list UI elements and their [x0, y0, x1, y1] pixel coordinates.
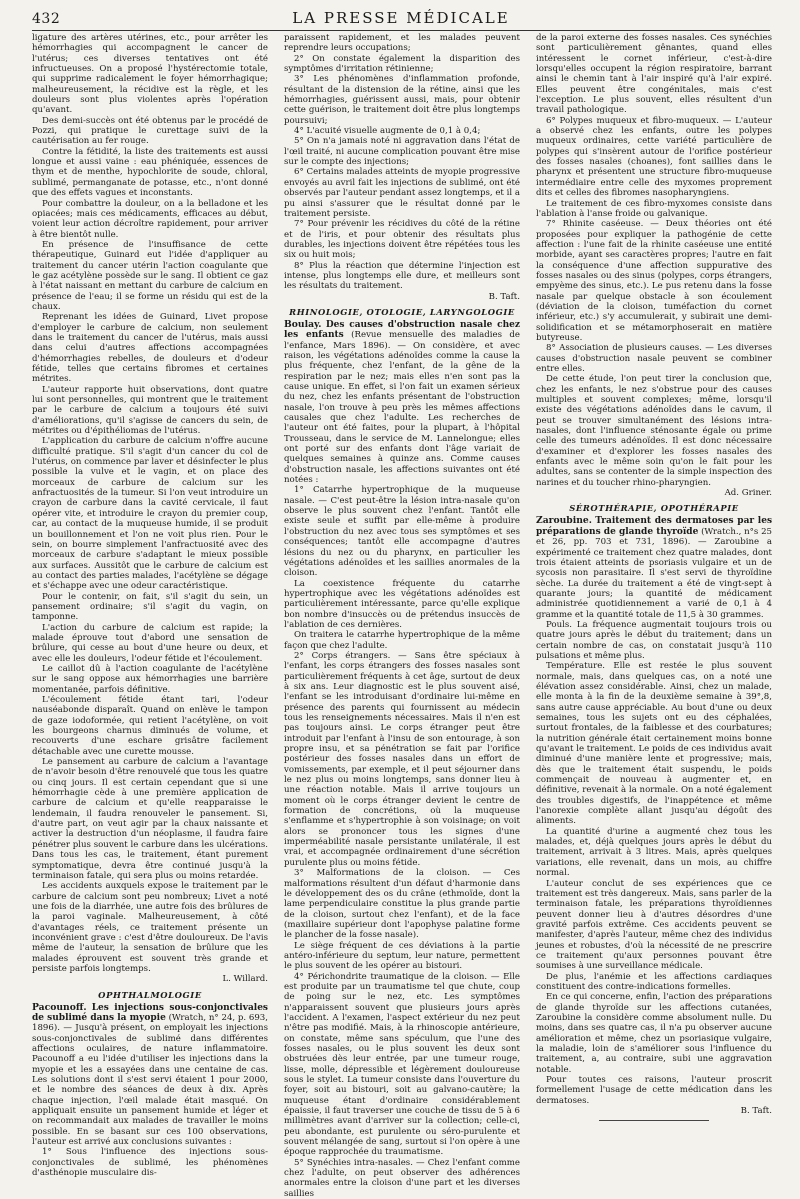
paragraph: 6° Polypes muqueux et fibro-muqueux. — L'auteur a observé chez les enfants, outre les polypes muqueux ordinaires, cette variété particulière de polypes qui s'insèrent autour de l'orifice postérieur des fosses nasales (choanes), font saillies dans le pharynx et présentent une structure fibro-muqueuse intermédiaire entre celle des myxomes proprement dits et celles des fibromes nasopharyngiens. — [536, 115, 772, 199]
paragraph: de la paroi externe des fosses nasales. Ces synéchies sont particulièrement gênantes, quand elles intéressent le cornet inférieur, c'est-à-dire lorsqu'elles occupent la région respiratoire, barrant ainsi le chemin tant à l'air inspiré qu'à l'air expiré. Elles peuvent être congénitales, mais c'est l'exception. Le plus souvent, elles résultent d'un travail pathologique. — [536, 33, 772, 116]
paragraph: Le traitement de ces fibro-myxomes consiste dans l'ablation à l'anse froide ou galvanique. — [536, 198, 772, 219]
paragraph: Des demi-succès ont été obtenus par le procédé de Pozzi, qui pratique le curettage suivi de la cautérisation au fer rouge. — [32, 115, 268, 147]
paragraph: Les accidents auxquels expose le traitement par le carbure de calcium sont peu nombreux; Livet a noté une fois de la diarrhée, une autre fois des brûlures de la paroi vaginale. Malheureusement, à côté d'avantages réels, ce traitement présente un inconvénient grave : c'est d'être douloureux. De l'avis même de l'auteur, la sensation de brûlure que les malades éprouvent est souvent très grande et persiste parfois longtemps. — [32, 881, 268, 974]
paragraph: On traitera le catarrhe hypertrophique de la même façon que chez l'adulte. — [284, 630, 520, 651]
section-heading-rhinologie: RHINOLOGIE, OTOLOGIE, LARYNGOLOGIE — [289, 306, 515, 317]
article-columns — [32, 33, 773, 1199]
paragraph: 2° Corps étrangers. — Sans être spéciaux à l'enfant, les corps étrangers des fosses nasales sont particulièrement fréquents à cet âge, surtout de deux à six ans. Leur diagnostic est le plus souvent aisé, l'enfant se les introduisant d'ordinaire lui-même en présence des parents qui fournissent au médecin tous les renseignements nécessaires. Mais il n'en est pas toujours ainsi. Le corps étranger peut être introduit par l'enfant à l'insu de son entourage, à son propre insu, et sa pénétration se fait par l'orifice postérieur des fosses nasales dans un effort de vomissements, par exemple, et il peut séjourner dans le nez plus ou moins longtemps, sans donner lieu à une réaction notable. Mais il arrive toujours un moment où le corps étranger devient le centre de formation de concrétions, où la muqueuse s'enflamme et s'hypertrophie à son voisinage; on voit alors se prononcer tous les signes d'une imperméabilité nasale persistante unilatérale, il est vrai, et accompagnée ordinairement d'une sécrétion purulente plus ou moins fétide. — [284, 650, 520, 868]
paragraph: Température. Elle est restée le plus souvent normale, mais, dans quelques cas, on a noté une élévation assez considérable. Ainsi, chez un malade, elle monta à la fin de la deuxième semaine à 39°,8, sans autre cause appréciable. Au bout d'une ou deux semaines, tous les sujets ont eu des céphalées, surtout frontales, de la faiblesse et des courbatures; la nutrition générale était certainement moins bonne qu'avant le traitement. Le poids de ces individus avait diminué d'une manière lente et progressive; mais, dès que le traitement était suspendu, le poids commençait de nouveau à augmenter et, en définitive, revenait à la normale. On a noté également des troubles digestifs, de l'inappétence et même l'anorexie complète allant jusqu'au dégoût des aliments. — [536, 661, 773, 827]
author-signature: Ad. Griner. — [724, 488, 772, 499]
paragraph: L'écoulement fétide étant tari, l'odeur nauséabonde disparaît. Quand on enlève le tampon de gaze iodoformée, qui retient l'acétylène, on voit les bourgeons charnus diminués de volume, et recouverts d'une eschare grisâtre facilement détachable avec une curette mousse. — [32, 695, 268, 757]
paragraph: Pour toutes ces raisons, l'auteur proscrit formellement l'usage de cette médication dans les dermatoses. — [536, 1075, 772, 1106]
paragraph: 6° Certains malades atteints de myopie progressive envoyés au avril fait les injections de sublimé, ont été observés par l'auteur pendant assez longtemps, et il a pu ainsi s'assurer que le résultat donné par le traitement persiste. — [284, 167, 520, 219]
section-heading-ophthalmologie: OPHTHALMOLOGIE — [98, 989, 202, 1000]
paragraph: 7° Pour prévenir les récidives du côté de la rétine et de l'iris, et pour obtenir des résultats plus durables, les injections doivent être répétées tous les six ou huit mois; — [284, 219, 520, 261]
paragraph: 4° Périchondrite traumatique de la cloison. — Elle est produite par un traumatisme tel que chute, coup de poing sur le nez, etc. Les symptômes n'apparaissent souvent que plusieurs jours après l'accident. A l'examen, l'aspect extérieur du nez peut n'être pas modifié. Mais, à la rhinoscopie antérieure, on constate, même sans spéculum, que l'une des fosses nasales, ou le plus souvent les deux sont obstruées dès leur entrée, par une tumeur rouge, lisse, molle, dépressible et légèrement douloureuse sous le stylet. La tumeur consiste dans l'ouverture du foyer, soit au bistouri, soit au galvano-cautère; la muqueuse étant d'ordinaire considérablement épaissie, il faut traverser une couche de tissu de 5 à 6 millimètres avant d'arriver sur la collection; celle-ci, peu abondante, est purulente ou séro-purulente et souvent mélangée de sang, surtout si l'on opère à une époque rapprochée du traumatisme. — [284, 971, 520, 1158]
column-left — [32, 33, 269, 1179]
page-header — [32, 6, 770, 31]
paragraph: 1° Catarrhe hypertrophique de la muqueuse nasale. — C'est peut-être la lésion intra-nasale qu'on observe le plus souvent chez l'enfant. Tantôt elle existe seule et suffit par elle-même à produire l'obstruction du nez avec tous ses symptômes et ses conséquences; tantôt elle accompagne d'autres lésions du nez ou du pharynx, en particulier les végétations adénoïdes et les saillies anormales de la cloison. — [284, 485, 520, 579]
paragraph: L'auteur rapporte huit observations, dont quatre lui sont personnelles, qui montrent que le traitement par le carbure de calcium a toujours été suivi d'améliorations, qu'il s'agisse de cancers du sein, de métrites ou d'épithéliomas de l'utérus. — [32, 384, 268, 437]
paragraph: Pour le contenir, on fait, s'il s'agit du sein, un pansement ordinaire; s'il s'agit du vagin, on tamponne. — [32, 591, 268, 623]
article-text: (Revue mensuelle des maladies de l'enfance, Mars 1896). — On considère, et avec raison, les végétations adénoïdes comme la cause la plus fréquente, chez l'enfant, de la gêne de la respiration par le nez; mais elles n'en sont pas la cause unique. En effet, si l'on fait un examen sérieux du nez, chez les enfants présentant de l'obstruction nasale, l'on trouve à peu près les mêmes affections causales que chez l'adulte. Les recherches de l'auteur ont été faites, pour la plupart, à l'hôpital Trousseau, dans le service de M. Lannelongue; elles ont porté sur des enfants dont l'âge variait de quelques semaines à quinze ans. Comme causes d'obstruction nasale, les affections suivantes ont été notées : — [284, 330, 521, 486]
paragraph: 5° Synéchies intra-nasales. — Chez l'enfant comme chez l'adulte, on peut observer des adhérences anormales entre la cloison d'une part et les diverses saillies — [284, 1157, 520, 1199]
article-author: Zaroubine. — [536, 515, 592, 527]
paragraph: L'application du carbure de calcium n'offre aucune difficulté pratique. S'il s'agit d'un cancer du col de l'utérus, on commence par laver et désinfecter le plus possible la vulve et le vagin, et on place des morceaux de carbure de calcium sur les anfractuosités de la tumeur. Si l'on veut introduire un crayon de carbure dans la cavité cervicale, il faut opérer vite, et introduire le crayon du premier coup, car, au contact de la muqueuse humide, il se produit un bouillonnement et l'on ne voit plus rien. Pour le sein, on bourre simplement l'anfractuosité avec des morceaux de carbure s'adaptant le mieux possible aux surfaces. Aussitôt que le carbure de calcium est au contact des parties malades, l'acétylène se dégage et s'échappe avec une odeur caractéristique. — [32, 436, 268, 592]
end-rule — [599, 1120, 709, 1121]
paragraph: Contre la fétidité, la liste des traitements est aussi longue et aussi vaine : eau phéniquée, essences de thym et de menthe, hypochlorite de soude, chloral, sublimé, permanganate de potasse, etc., n'ont donné que des effets vagues et inconstants. — [32, 146, 268, 199]
paragraph: 3° Malformations de la cloison. — Ces malformations résultent d'un défaut d'harmonie dans le développement des os du crâne (ethmoïde, dont la lame perpendiculaire constitue la plus grande partie de la cloison, surtout chez l'enfant), et de la face (maxillaire supérieur dont l'apophyse palatine forme le plancher de la fosse nasale). — [284, 868, 520, 941]
paragraph: De cette étude, l'on peut tirer la conclusion que, chez les enfants, le nez s'obstrue pour des causes multiples et souvent complexes; même, lorsqu'il existe des végétations adénoïdes dans le cavum, il peut se trouver simultanément des lésions intra-nasales, dont l'influence sténosante égale ou prime celle des tumeurs adénoïdes. Il est donc nécessaire d'examiner et d'explorer les fosses nasales des enfants avec le même soin qu'on le fait pour les adultes, sans se contenter de la simple inspection des narines et du toucher rhino-pharyngien. — [536, 374, 772, 488]
paragraph: paraissent rapidement, et les malades peuvent reprendre leurs occupations; — [284, 33, 520, 54]
article-author: Pacounoff. — [32, 1001, 87, 1013]
article-lead — [284, 320, 520, 486]
column-right — [536, 33, 773, 1117]
article-title: Des causes d'obstruction nasale chez les enfants — [284, 319, 520, 341]
paragraph: 1° Sous l'influence des injections sous-conjonctivales de sublimé, les phénomènes d'asthénopie musculaire dis- — [32, 1147, 268, 1179]
section-heading-serotherapie: SÉROTHÉRAPIE, OPOTHÉRAPIE — [569, 503, 739, 514]
paragraph: ligature des artères utérines, etc., pour arrêter les hémorrhagies qui accompagnent le cancer de l'utérus; ces diverses tentatives ont été infructueuses. On a proposé l'hystérectomie totale, qui supprime radicalement le foyer hémorrhagique; malheureusement, la récidive est la règle, et les douleurs sont plus violentes après l'opération qu'avant. — [32, 33, 268, 116]
paragraph: 4° L'acuité visuelle augmente de 0,1 à 0,4; — [294, 126, 481, 137]
paragraph: La coexistence fréquente du catarrhe hypertrophique avec les végétations adénoïdes est particulièrement intéressante, parce qu'elle explique bon nombre d'insuccès ou de prétendus insuccès de l'ablation de ces dernières. — [284, 578, 520, 630]
author-signature: B. Taft. — [740, 1106, 772, 1117]
paragraph: 2° On constate également la disparition des symptômes d'irritation rétinienne; — [284, 53, 520, 75]
article-lead — [32, 1003, 268, 1148]
column-middle — [284, 33, 521, 1199]
paragraph: 8° Association de plusieurs causes. — Les diverses causes d'obstruction nasale peuvent se combiner entre elles. — [536, 343, 772, 374]
paragraph: L'auteur conclut de ses expériences que ce traitement est très dangereux. Mais, sans parler de la terminaison fatale, les préparations thyroïdiennes peuvent donner lieu à d'autres désordres d'une gravité parfois extrême. Ces accidents peuvent se manifester, d'après l'auteur, même chez des individus jeunes et robustes, d'où la nécessité de ne prescrire ce traitement qu'aux personnes pouvant être soumises à une surveillance médicale. — [536, 878, 772, 972]
article-title: Traitement des dermatoses par les préparations de glande thyroïde — [536, 516, 773, 537]
author-signature: B. Taft. — [488, 291, 520, 302]
paragraph: 7° Rhinite caséeuse. — Deux théories ont été proposées pour expliquer la pathogénie de cette affection : l'une fait de la rhinite caséeuse une entité morbide, ayant ses caractères propres; l'autre en fait la conséquence d'une affection suppurative des fosses nasales ou des sinus (polypes, corps étrangers, empyème des sinus, etc.). Le pus retenu dans la fosse nasale par quelque obstacle à son écoulement (déviation de la cloison, tuméfaction du cornet inférieur, etc.) s'y accumulerait, y subirait une demi-solidification et se métamorphoserait en matière butyreuse. — [536, 219, 772, 343]
article-text: (Wratch, n° 24, p. 693, 1896). — Jusqu'à présent, on employait les injections sous-conjonctivales de sublimé dans différentes affections oculaires, de nature inflammatoire. Pacounoff a eu l'idée d'utiliser les injections dans la myopie et les a essayées dans une centaine de cas. Les solutions dont il s'est servi étaient 1 pour 2000, et le nombre des séances de deux à dix. Après chaque injection, l'œil malade était masqué. On appliquait ensuite un pansement humide et léger et on recommandait aux malades de travailler le moins possible. En se basant sur ces 100 observations, l'auteur est arrivé aux conclusions suivantes : — [32, 1012, 269, 1148]
paragraph: 5° On n'a jamais noté ni aggravation dans l'état de l'œil traité, ni aucune complication pouvant être mise sur le compte des injections; — [284, 136, 520, 168]
paragraph: Le siège fréquent de ces déviations à la partie antéro-inférieure du septum, leur nature, permettent le plus souvent de les opérer au bistouri. — [284, 940, 520, 972]
running-title: LA PRESSE MÉDICALE — [292, 9, 510, 27]
article-author: Boulay. — [284, 318, 322, 330]
paragraph: Reprenant les idées de Guinard, Livet propose d'employer le carbure de calcium, non seulement dans le traitement du cancer de l'utérus, mais aussi dans celui d'autres affections accompagnées d'hémorrhagies rebelles, de douleurs et d'odeur fétide, telles que certains fibromes et certaines métrites. — [32, 312, 268, 385]
paragraph: Pouls. La fréquence augmentait toujours trois ou quatre jours après le début du traitement; dans un certain nombre de cas, on constatait jusqu'à 110 pulsations et même plus. — [536, 619, 772, 661]
page-number: 432 — [32, 11, 61, 27]
author-signature: L. Willard. — [222, 974, 268, 985]
paragraph: En ce qui concerne, enfin, l'action des préparations de glande thyroïde sur les affections cutanées, Zaroubine la considère comme absolument nulle. Du moins, dans ses quatre cas, il n'a pu observer aucune amélioration et même, chez un psoriasique vulgaire, la maladie, loin de s'améliorer sous l'influence du traitement, a, au contraire, subi une aggravation notable. — [536, 992, 772, 1075]
paragraph: En présence de l'insuffisance de cette thérapeutique, Guinard eut l'idée d'appliquer au traitement du cancer utérin l'action coagulante que le gaz acétylène possède sur le sang. Il obtient ce gaz à l'état naissant en mettant du carbure de calcium en présence de l'eau; il se forme un résidu qui est de la chaux. — [32, 239, 268, 312]
paragraph: Le pansement au carbure de calcium a l'avantage de n'avoir besoin d'être renouvelé que tous les quatre ou cinq jours. Il est certain cependant que si une hémorrhagie cède à une première application de carbure de calcium et qu'elle reapparaisse le lendemain, il faudra renouveler le pansement. Si, d'autre part, on veut agir par la chaux naissante et activer la destruction d'un néoplasme, il faudra faire pénétrer plus souvent le carbure dans les ulcérations. Dans tous les cas, le traitement, étant purement symptomatique, devra être continué jusqu'à la terminaison fatale, qui sera plus ou moins retardée. — [32, 757, 268, 881]
article-lead — [536, 516, 772, 619]
paragraph: 3° Les phénomènes d'inflammation profonde, résultant de la distension de la rétine, ainsi que les hémorrhagies, guérissent aussi, mais, pour obtenir cette guérison, le traitement doit être plus longtemps poursuivi; — [284, 74, 520, 126]
article-title: Les injections sous-conjonctivales de sublimé dans la myopie — [32, 1002, 269, 1023]
paragraph: 8° Plus la réaction que détermine l'injection est intense, plus longtemps elle dure, et meilleurs sont les résultats du traitement. — [284, 260, 520, 292]
article-text: (Wratch., n°s 25 et 26, pp. 703 et 731, 1896). — Zaroubine a expérimenté ce traitement chez quatre malades, dont trois étaient atteints de psoriasis vulgaire et un de sycosis non parasitaire. Il s'est servi de thyroïdine sèche. La durée du traitement a été de vingt-sept à quarante jours; la quantité de médicament administrée quotidiennement a varié de 0,1 à 4 gramme et la quantité totale de 11,5 à 30 grammes. — [536, 526, 773, 620]
paragraph: Pour combattre la douleur, on a la belladone et les opiacées; mais ces médicaments, efficaces au début, voient leur action décroître rapidement, pour arriver à être bientôt nulle. — [32, 198, 268, 240]
paragraph: La quantité d'urine a augmenté chez tous les malades, et, déjà quelques jours après le début du traitement, arrivait à 3 litres. Mais, après quelques variations, elle revenait, dans un mois, au chiffre normal. — [536, 826, 772, 879]
paragraph: L'action du carbure de calcium est rapide; la malade éprouve tout d'abord une sensation de brûlure, qui cesse au bout d'une heure ou deux, et avec elle les douleurs, l'odeur fétide et l'écoulement. — [32, 622, 268, 664]
paragraph: Le caillot dû à l'action coagulante de l'acétylène sur le sang oppose aux hémorrhagies une barrière momentanée, parfois définitive. — [32, 663, 268, 695]
paragraph: De plus, l'anémie et les affections cardiaques constituent des contre-indications formelles. — [536, 971, 772, 992]
